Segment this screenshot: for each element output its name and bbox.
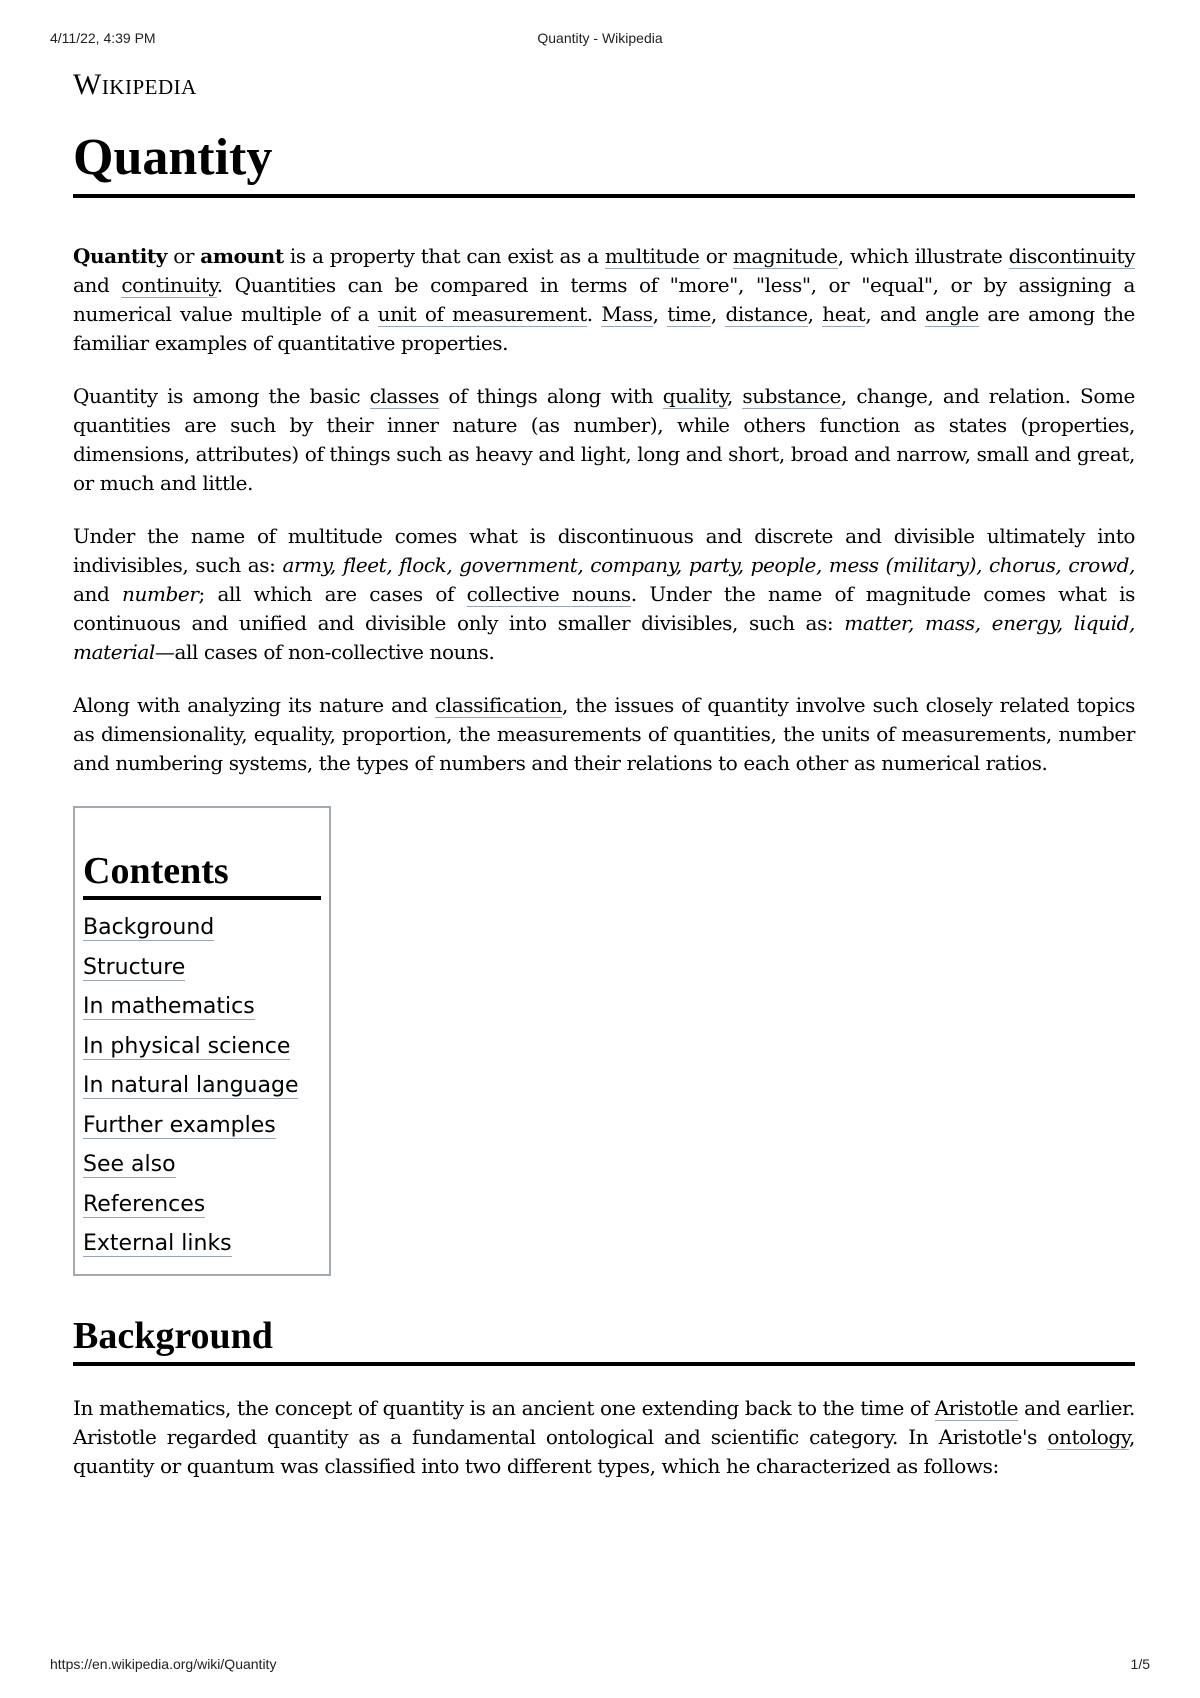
print-page-title: Quantity - Wikipedia: [537, 30, 663, 46]
page-title: Quantity: [73, 130, 1135, 198]
toc-item-references[interactable]: References: [83, 1191, 206, 1217]
link-heat[interactable]: heat: [822, 302, 866, 326]
link-substance[interactable]: substance: [742, 384, 841, 408]
toc-item-further-examples[interactable]: Further examples: [83, 1112, 276, 1138]
wikipedia-logo[interactable]: Wikipedia: [73, 68, 197, 101]
link-quality[interactable]: quality: [662, 384, 727, 408]
link-unit-of-measurement[interactable]: unit of measurement: [377, 302, 587, 326]
bold-term: amount: [200, 244, 284, 268]
article-content: [73, 66, 1135, 1505]
page-number: 1/5: [1130, 1656, 1150, 1672]
link-magnitude[interactable]: magnitude: [732, 244, 838, 268]
toc-item-in-natural-language[interactable]: In natural language: [83, 1073, 299, 1098]
lead-paragraph-4: Along with analyzing its nature and classification, the issues of quantity involve such closely related topics as dimensionality, equality, proportion, the measurements of quantities, the units of measurements, number and numbering systems, the types of numbers and their relations to each other as numerical ratios.: [73, 693, 1135, 775]
section-heading-background: Background: [73, 1314, 1135, 1366]
toc-item-in-physical-science[interactable]: In physical science: [83, 1033, 291, 1059]
italic-examples: matter, mass, energy, liquid, material: [73, 611, 1135, 664]
link-mass[interactable]: Mass: [601, 302, 653, 326]
toc-title: Contents: [83, 848, 321, 900]
print-url: https://en.wikipedia.org/wiki/Quantity: [50, 1656, 277, 1672]
link-time[interactable]: time: [667, 302, 711, 326]
toc-item-background[interactable]: Background: [83, 915, 215, 940]
toc-item-structure[interactable]: Structure: [83, 954, 186, 980]
bold-term: Quantity: [73, 244, 167, 268]
link-classes[interactable]: classes: [369, 384, 439, 408]
toc-item-see-also[interactable]: See also: [83, 1152, 176, 1177]
print-date: 4/11/22, 4:39 PM: [50, 30, 156, 46]
toc-list: [83, 908, 321, 1264]
link-collective-nouns[interactable]: collective nouns: [466, 582, 631, 606]
lead-paragraph-2: Quantity is among the basic classes of things along with quality, substance, change, and relation. Some quantities are such by their inner nature (as number), while others function as states (properties, dimensions, attributes) of things such as heavy and light, long and short, broad and narrow, small and great, or much and little.: [73, 384, 1135, 495]
lead-paragraph-3: Under the name of multitude comes what is discontinuous and discrete and divisible ultimately into indivisibles, such as: army, fleet, flock, government, company, party, people, mess (military), chorus, crowd, and number; all which are cases of collective nouns. Under the name of magnitude comes what is continuous and unified and divisible only into smaller divisibles, such as: matter, mass, energy, liquid, material—all cases of non-collective nouns.: [73, 524, 1135, 664]
toc-item-in-mathematics[interactable]: In mathematics: [83, 994, 255, 1019]
link-distance[interactable]: distance: [725, 302, 808, 326]
italic-number: number: [122, 582, 199, 606]
link-continuity[interactable]: continuity: [121, 273, 217, 297]
lead-paragraph-1: Quantity or amount is a property that can exist as a multitude or magnitude, which illustrate discontinuity and continuity. Quantities can be compared in terms of "more", "less", or "equal", or by assigning a numerical value multiple of a unit of measurement. Mass, time, distance, heat, and angle are among the familiar examples of quantitative properties.: [73, 244, 1135, 355]
link-classification[interactable]: classification: [434, 693, 563, 717]
link-ontology[interactable]: ontology: [1047, 1424, 1130, 1449]
toc-item-external-links[interactable]: External links: [83, 1231, 232, 1256]
link-multitude[interactable]: multitude: [604, 244, 700, 268]
table-of-contents: [73, 806, 331, 1276]
background-paragraph: In mathematics, the concept of quantity is an ancient one extending back to the time of Aristotle and earlier. Aristotle regarded quantity as a fundamental ontological and scientific category. In Aristotle's ontology, quantity or quantum was classified into two different types, which he characterized as follows:: [73, 1395, 1135, 1478]
italic-examples: army, fleet, flock, government, company, party, people, mess (military), chorus, crowd,: [282, 553, 1135, 577]
print-header: [0, 30, 1200, 50]
link-discontinuity[interactable]: discontinuity: [1008, 244, 1135, 268]
link-aristotle[interactable]: Aristotle: [934, 1395, 1019, 1420]
link-angle[interactable]: angle: [924, 302, 979, 326]
print-footer: [0, 1656, 1200, 1676]
